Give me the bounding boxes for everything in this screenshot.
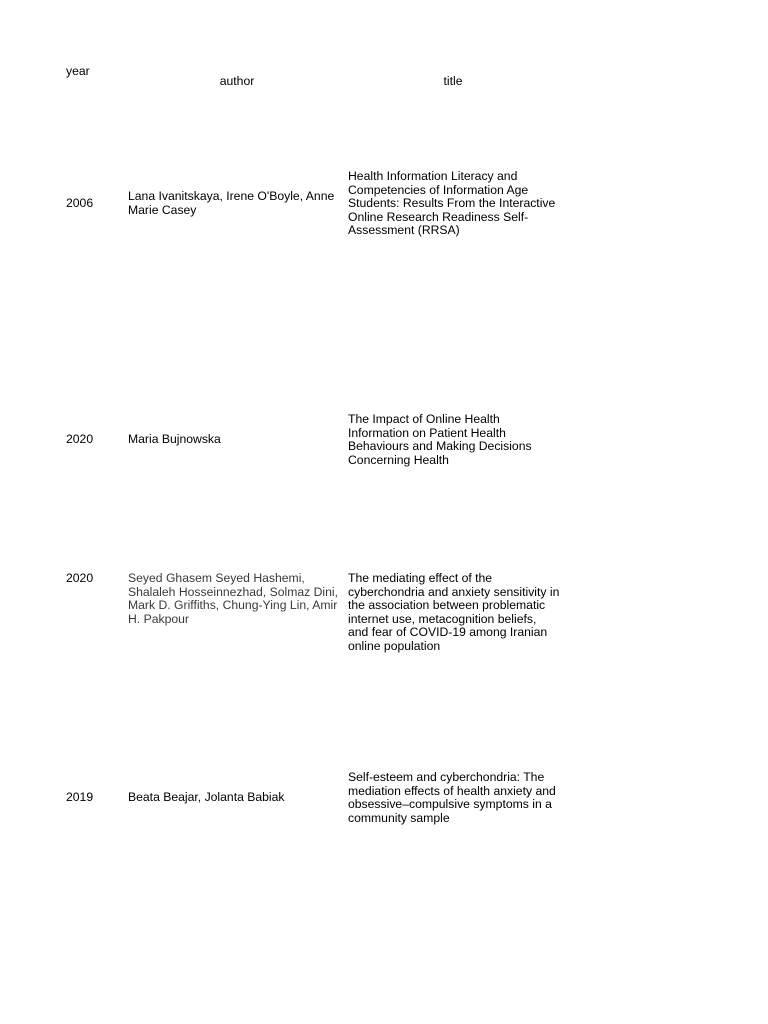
row-2-year: 2020 xyxy=(66,432,94,446)
header-title: title xyxy=(443,74,463,88)
row-1-year: 2006 xyxy=(66,196,94,210)
row-1-author: Lana Ivanitskaya, Irene O'Boyle, Anne Marie Casey xyxy=(128,189,335,217)
header-author: author xyxy=(219,74,255,88)
row-3-title: The mediating effect of the cyberchondria and anxiety sensitivity in the association between problematic internet use, metacognition beliefs, and fear of COVID-19 among Iranian online population xyxy=(348,571,560,653)
row-3-author: Seyed Ghasem Seyed Hashemi, Shalaleh Hosseinnezhad, Solmaz Dini, Mark D. Griffiths, Chung-Ying Lin, Amir H. Pakpour xyxy=(128,571,339,626)
row-4-author: Beata Beajar, Jolanta Babiak xyxy=(128,790,285,804)
header-year: year xyxy=(66,64,90,78)
row-1-title: Health Information Literacy and Competencies of Information Age Students: Results From the Interactive Online Research Readiness Self-Assessment (RRSA) xyxy=(348,169,556,238)
row-3-year: 2020 xyxy=(66,571,94,585)
row-2-title: The Impact of Online Health Information on Patient Health Behaviours and Making Decisions Concerning Health xyxy=(348,412,532,467)
row-4-title: Self-esteem and cyberchondria: The mediation effects of health anxiety and obsessive–compulsive symptoms in a community sample xyxy=(348,770,556,825)
row-2-author: Maria Bujnowska xyxy=(128,432,221,446)
row-4-year: 2019 xyxy=(66,790,94,804)
